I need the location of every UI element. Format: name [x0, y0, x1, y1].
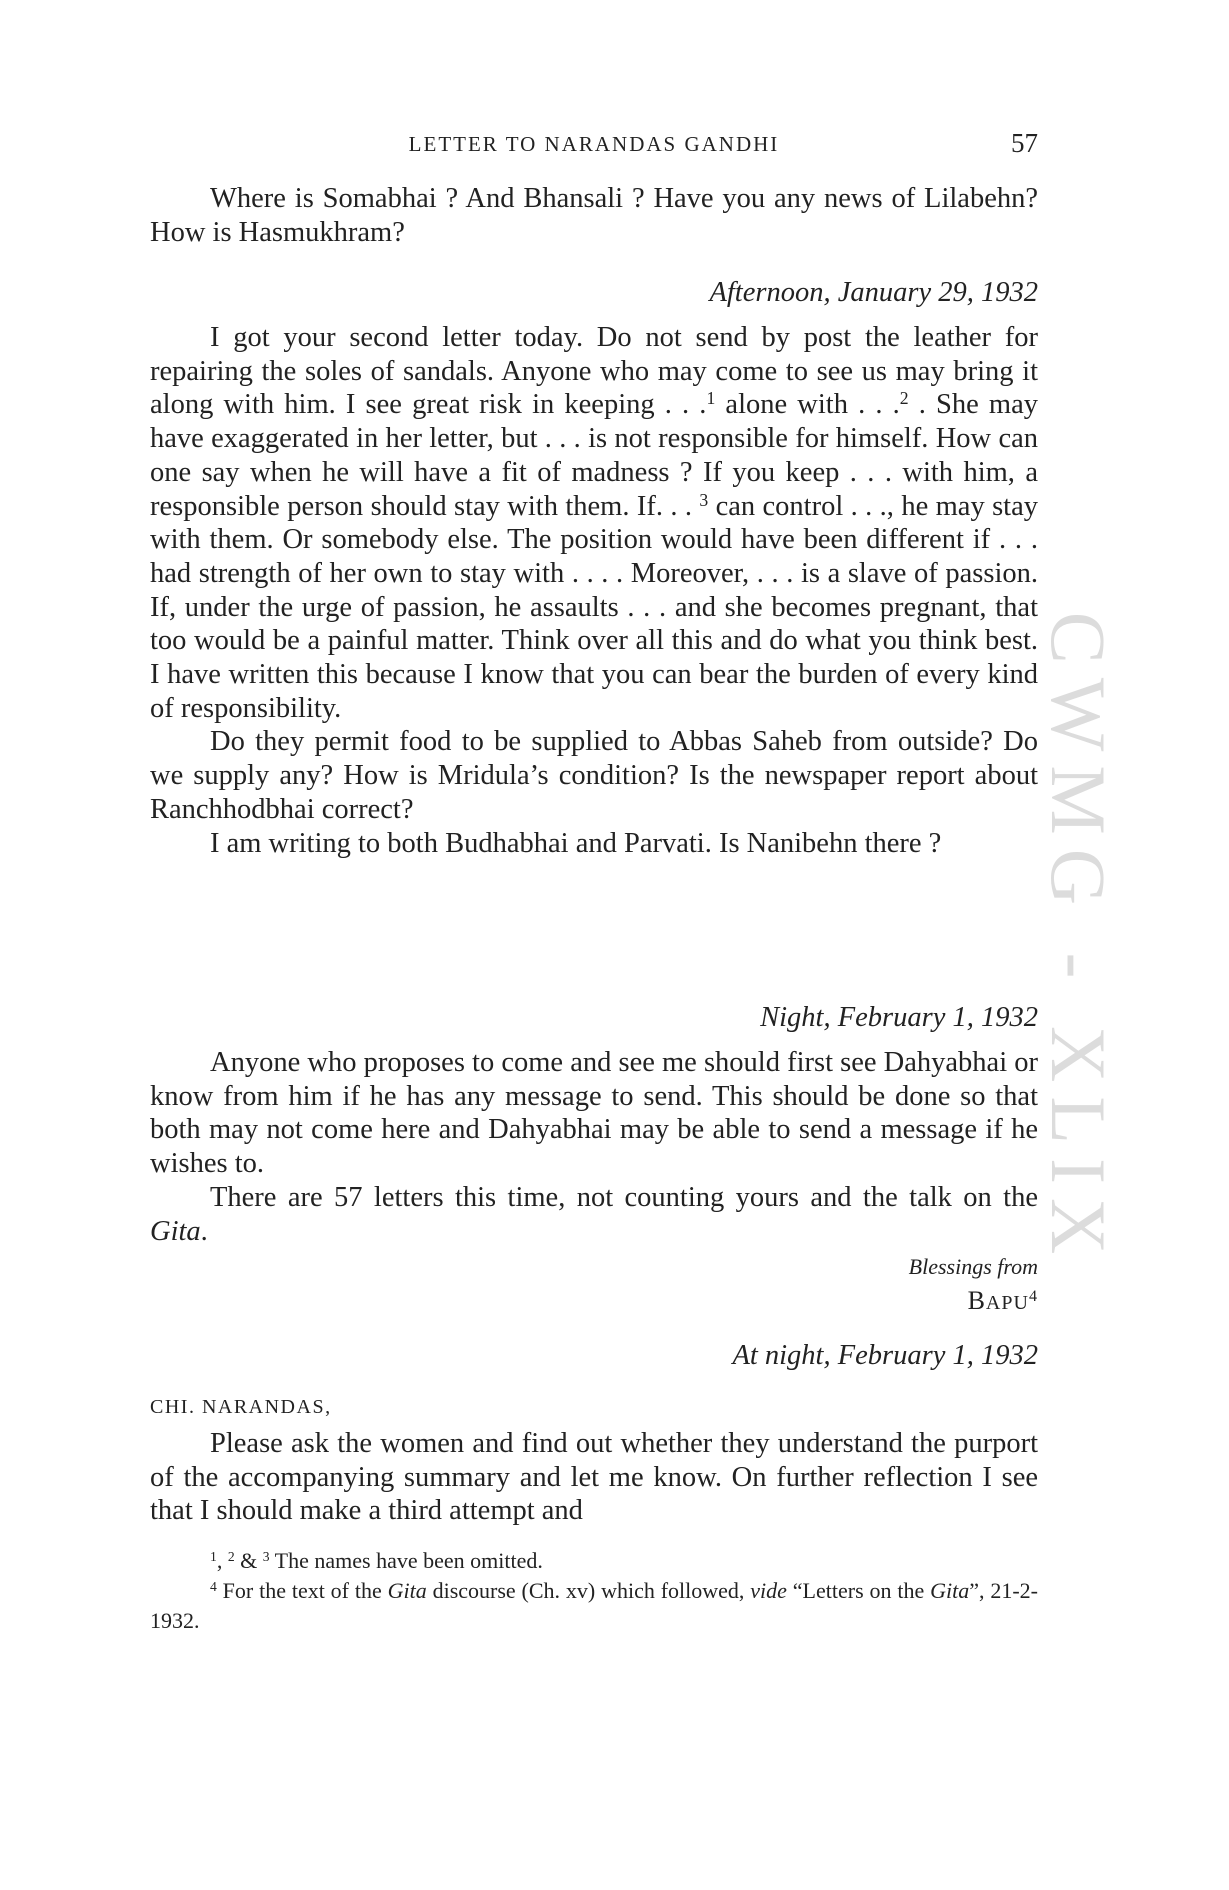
- paragraph: Please ask the women and find out whether they understand the purport of the accompanying summary and let me know. On further reflection I see that I should make a third attempt and: [150, 1428, 1038, 1527]
- text-run: ”, 21-2-1932.: [150, 1578, 1038, 1633]
- dateline: At night, February 1, 1932: [732, 1340, 1038, 1371]
- paragraph: I am writing to both Budhabhai and Parvati. Is Nanibehn there ?: [210, 827, 942, 859]
- signoff: [150, 1254, 1038, 1316]
- paragraph: [150, 1181, 1038, 1248]
- section-night: [150, 1002, 1038, 1316]
- dateline: Afternoon, January 29, 1932: [709, 277, 1038, 308]
- vide-word: vide: [750, 1578, 787, 1603]
- text-run: “Letters on the: [786, 1578, 931, 1603]
- volume-watermark: [1030, 440, 1123, 1440]
- text-run: &: [234, 1548, 263, 1573]
- footnote-marker: 3: [262, 1549, 270, 1565]
- addressee: CHI. NARANDAS,: [150, 1396, 332, 1418]
- running-header: [150, 128, 1038, 166]
- paragraph: Do they permit food to be supplied to Abbas Saheb from outside? Do we supply any? How is Mridula’s condition? Is the newspaper report about Ranchhodbhai correct?: [150, 726, 1038, 825]
- blessings-line: Blessings from: [908, 1254, 1038, 1280]
- text-run: The names have been omitted.: [269, 1548, 543, 1573]
- gita-title: Gita: [930, 1578, 970, 1603]
- footnote-marker: 1: [210, 1549, 217, 1565]
- footnote-marker: 4: [1028, 1288, 1038, 1306]
- running-title: LETTER TO NARANDAS GANDHI: [408, 132, 780, 156]
- footnotes: [150, 1546, 1038, 1636]
- watermark-text: CWMG - XLIX: [1035, 611, 1123, 1269]
- footnote-marker: 3: [699, 489, 709, 510]
- paragraph: Where is Somabhai ? And Bhansali ? Have you any news of Lilabehn? How is Hasmukhram?: [150, 183, 1038, 248]
- section-opening: [150, 182, 1038, 249]
- text-run: . She may have exaggerated in her letter, but . . . is not responsible for himself. How can one say when he will have a fit of madness ? If you keep . . . with him, a responsible person should stay with them. If. . .: [150, 389, 1038, 522]
- footnote-marker: 4: [210, 1579, 217, 1595]
- dateline: Night, February 1, 1932: [760, 1002, 1038, 1033]
- section-afternoon: [150, 277, 1038, 860]
- gita-title: Gita: [387, 1578, 427, 1603]
- text-run: .: [200, 1215, 208, 1247]
- gita-title: Gita: [150, 1215, 201, 1247]
- page-number: 57: [1011, 128, 1038, 158]
- paragraph: Anyone who proposes to come and see me should first see Dahyabhai or know from him if he has any message to send. This should be done so that both may not come here and Dahyabhai may be able to send a message if he wishes to.: [150, 1047, 1038, 1180]
- text-run: discourse (Ch. xv) which followed,: [426, 1578, 751, 1603]
- footnote-marker: 2: [227, 1549, 235, 1565]
- signature: [150, 1286, 1038, 1316]
- text-run: I got your second letter today. Do not send by post the leather for repairing the soles of sandals. Anyone who may come to see us may bring it along with him. I see great risk in keeping . . .: [150, 322, 1038, 421]
- paragraph: [150, 321, 1038, 725]
- signature-rest: APU: [985, 1292, 1029, 1315]
- footnote-1-2-3: [150, 1546, 1038, 1576]
- text-run: alone with . . .: [715, 389, 900, 421]
- footnote-marker: 1: [706, 388, 716, 409]
- text-run: There are 57 letters this time, not counting yours and the talk on the: [210, 1181, 1038, 1213]
- footnote-marker: 2: [899, 388, 909, 409]
- signature-initial: B: [967, 1286, 986, 1316]
- text-run: For the text of the: [216, 1578, 388, 1603]
- text-run: ,: [216, 1548, 228, 1573]
- text-run: can control . . ., he may stay with them. Or somebody else. The position would have been different if . . . had strength of her own to stay with . . . . Moreover, . . . is a slave of passion. If, under the urge of passion, he assaults . . . and she becomes pregnant, that too would be a painful matter. Think over all this and do what you think best. I have written this because I know that you can bear the burden of every kind of responsibility.: [150, 490, 1038, 724]
- footnote-4: [150, 1576, 1038, 1636]
- section-at-night: [150, 1340, 1038, 1528]
